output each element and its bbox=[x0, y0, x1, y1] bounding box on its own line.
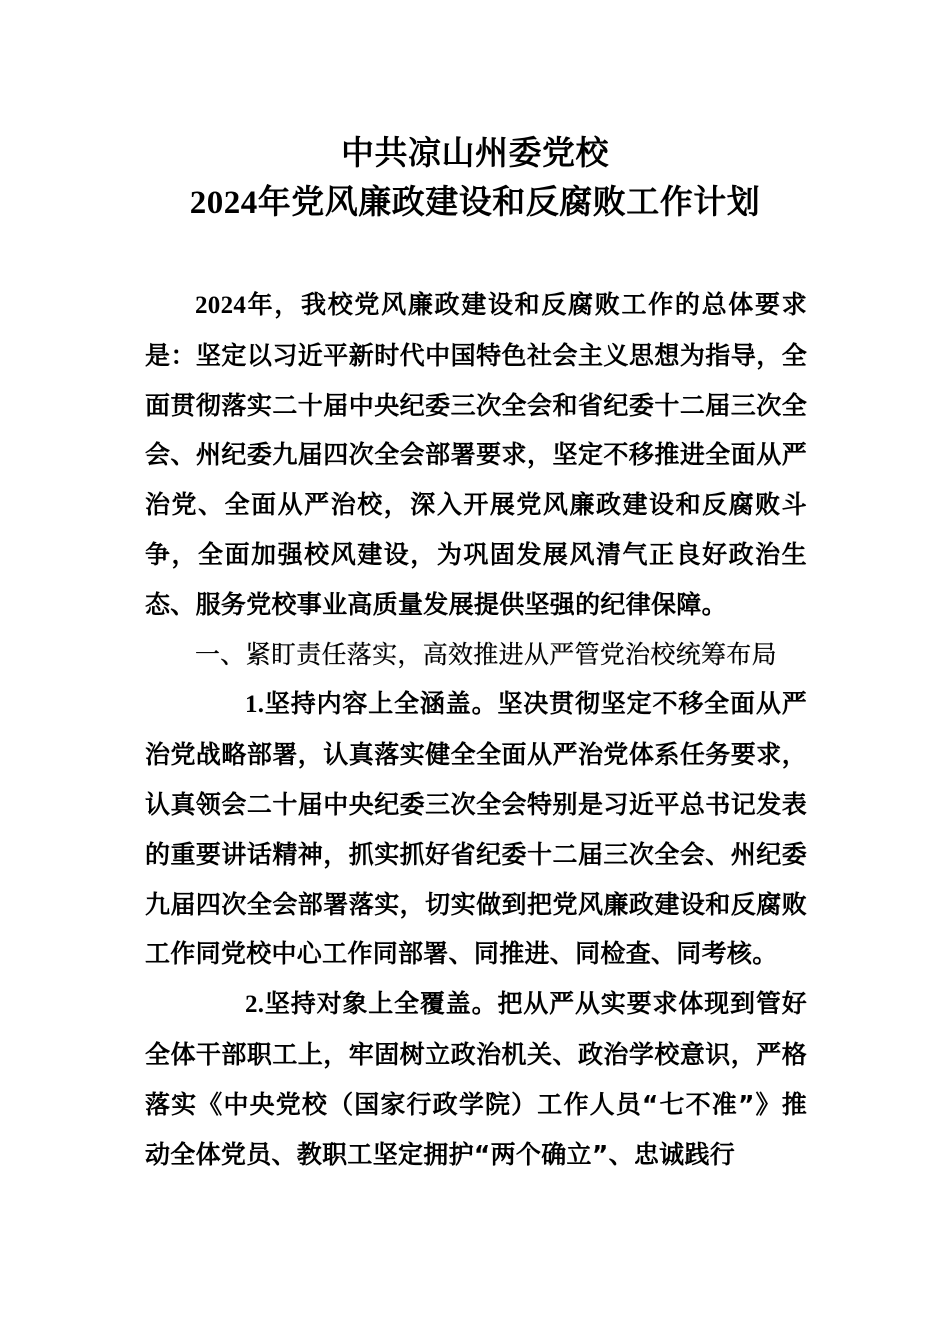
document-body bbox=[145, 280, 807, 1179]
section-1-heading: 一、紧盯责任落实，高效推进从严管党治校统筹布局 bbox=[195, 639, 777, 669]
item-1-text: 坚持内容上全涵盖。坚决贯彻坚定不移全面从严治党战略部署，认真落实健全全面从严治党体系任务要求，认真领会二十届中央纪委三次全会特别是习近平总书记发表的重要讲话精神，抓实抓好省纪委十二届三次全会、州纪委九届四次全会部署落实，切实做到把党风廉政建设和反腐败工作同党校中心工作同部署、同推进、同检查、同考核。 bbox=[145, 689, 807, 969]
intro-paragraph bbox=[145, 280, 807, 630]
intro-year: 2024 bbox=[195, 292, 247, 319]
document-title bbox=[0, 128, 950, 226]
item-1-number: 1. bbox=[245, 691, 265, 719]
title-line-1: 中共凉山州委党校 bbox=[341, 133, 609, 172]
title-line-2 bbox=[0, 177, 950, 226]
section-1-item-2 bbox=[145, 979, 807, 1179]
title-line-2-text: 年党风廉政建设和反腐败工作计划 bbox=[257, 182, 761, 221]
title-year: 2024 bbox=[189, 185, 258, 221]
intro-text: 年，我校党风廉政建设和反腐败工作的总体要求是：坚定以习近平新时代中国特色社会主义思想为指导，全面贯彻落实二十届中央纪委三次全会和省纪委十二届三次全会、州纪委九届四次全会部署要求，坚定不移推进全面从严治党、全面从严治校，深入开展党风廉政建设和反腐败斗争，全面加强校风建设，为巩固发展风清气正良好政治生态、服务党校事业高质量发展提供坚强的纪律保障。 bbox=[145, 290, 807, 619]
item-2-number: 2. bbox=[245, 991, 265, 1019]
item-2-text: 坚持对象上全覆盖。把从严从实要求体现到管好全体干部职工上，牢固树立政治机关、政治学校意识，严格落实《中央党校（国家行政学院）工作人员“七不准”》推动全体党员、教职工坚定拥护“两个确立”、忠诚践行 bbox=[145, 989, 807, 1169]
section-1-item-1 bbox=[145, 679, 807, 979]
